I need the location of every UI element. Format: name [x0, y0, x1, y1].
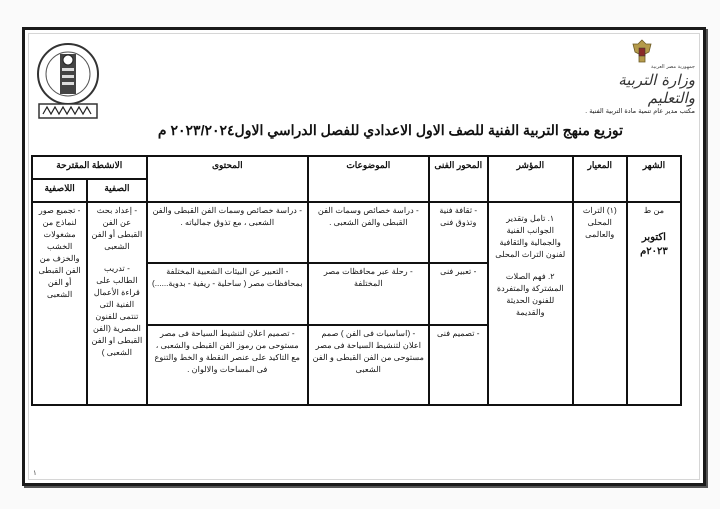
indicator-1: ١. تامل وتقدير الجوانب الفنية والجمالية والثقافية لفنون التراث المحلى [495, 214, 566, 259]
art-education-logo-icon [33, 40, 103, 128]
in-class-activities-cell [87, 202, 146, 405]
header-month: الشهر [627, 156, 681, 202]
header-indicator: المؤشر [488, 156, 573, 202]
month-cell [627, 202, 681, 405]
republic-label: جمهورية مصر العربية [651, 64, 695, 70]
header-topics: الموضوعات [308, 156, 429, 202]
month-from: من ط [643, 206, 665, 215]
topic-cell-1: - دراسة خصائص وسمات الفن القبطى والفن الشعبى . [308, 202, 429, 263]
axis-cell-2: - تعبير فنى [429, 263, 488, 325]
curriculum-table [31, 155, 682, 406]
header-axis: المحور الفنى [429, 156, 488, 202]
month-value: اكتوبر ٢٠٢٣م [640, 232, 668, 257]
topic-cell-2: - رحلة عبر محافظات مصر المختلفة [308, 263, 429, 325]
header-content: المحتوى [147, 156, 308, 202]
indicator-2: ٢. فهم الصلات المشتركة والمتفردة للفنون الحديثة والقديمة [496, 272, 564, 317]
indicator-cell [488, 202, 573, 405]
ministry-name: وزارة التربية والتعليم [618, 71, 695, 107]
document-title: توزيع منهج التربية الفنية للصف الاول الاعدادي للفصل الدراسي الاول٢٠٢٣/٢٠٢٤ م [157, 122, 623, 138]
header-in-class: الصفية [87, 179, 146, 202]
document-page [22, 27, 706, 486]
content-cell-2: - التعبير عن البيئات الشعبية المختلفة بمحافظات مصر ( ساحلية - ريفية - بدوية......) [147, 263, 308, 325]
content-cell-3: - تصميم اعلان لتنشيط السياحة فى مصر مستوحى من رموز الفن القبطى والشعبى ، مع التاكيد على عنصر النقطة و الخط والتنوع فى المساحات والالوان . [147, 325, 308, 405]
axis-cell-3: - تصميم فنى [429, 325, 488, 405]
axis-cell-1: - ثقافة فنية وتذوق فنى [429, 202, 488, 263]
office-line: مكتب مدير عام تنمية مادة التربية الفنية . [585, 107, 695, 115]
page-number: ١ [33, 469, 37, 477]
in-class-activity-1: - إعداد بحث عن الفن القبطى أو الفن الشعبى [91, 206, 143, 251]
egypt-eagle-emblem-icon [631, 38, 653, 64]
in-class-activity-2: - تدريب الطالب على قراءة الأعمال الفنية التى تنتمى للفنون المصرية (الفن القبطى او الفن الشعبى ) [91, 264, 143, 357]
content-cell-1: - دراسة خصائص وسمات الفن القبطى والفن الشعبى ، مع تذوق جمالياته . [147, 202, 308, 263]
topic-cell-3: - (اساسيات فى الفن ) صمم اعلان لتنشيط السياحة فى مصر مستوحى من الفن القبطى و الفن الشعبى [308, 325, 429, 405]
extra-class-activity-cell: - تجميع صور لنماذج من مشغولات الخشب والخزف من الفن القبطى أو الفن الشعبى [32, 202, 87, 405]
ministry-header [575, 64, 695, 115]
standard-cell: (١) التراث المحلى والعالمى [573, 202, 627, 405]
header-activities: الانشطة المقترحة [32, 156, 147, 179]
header-extra-class: اللاصفية [32, 179, 87, 202]
header-standard: المعيار [573, 156, 627, 202]
